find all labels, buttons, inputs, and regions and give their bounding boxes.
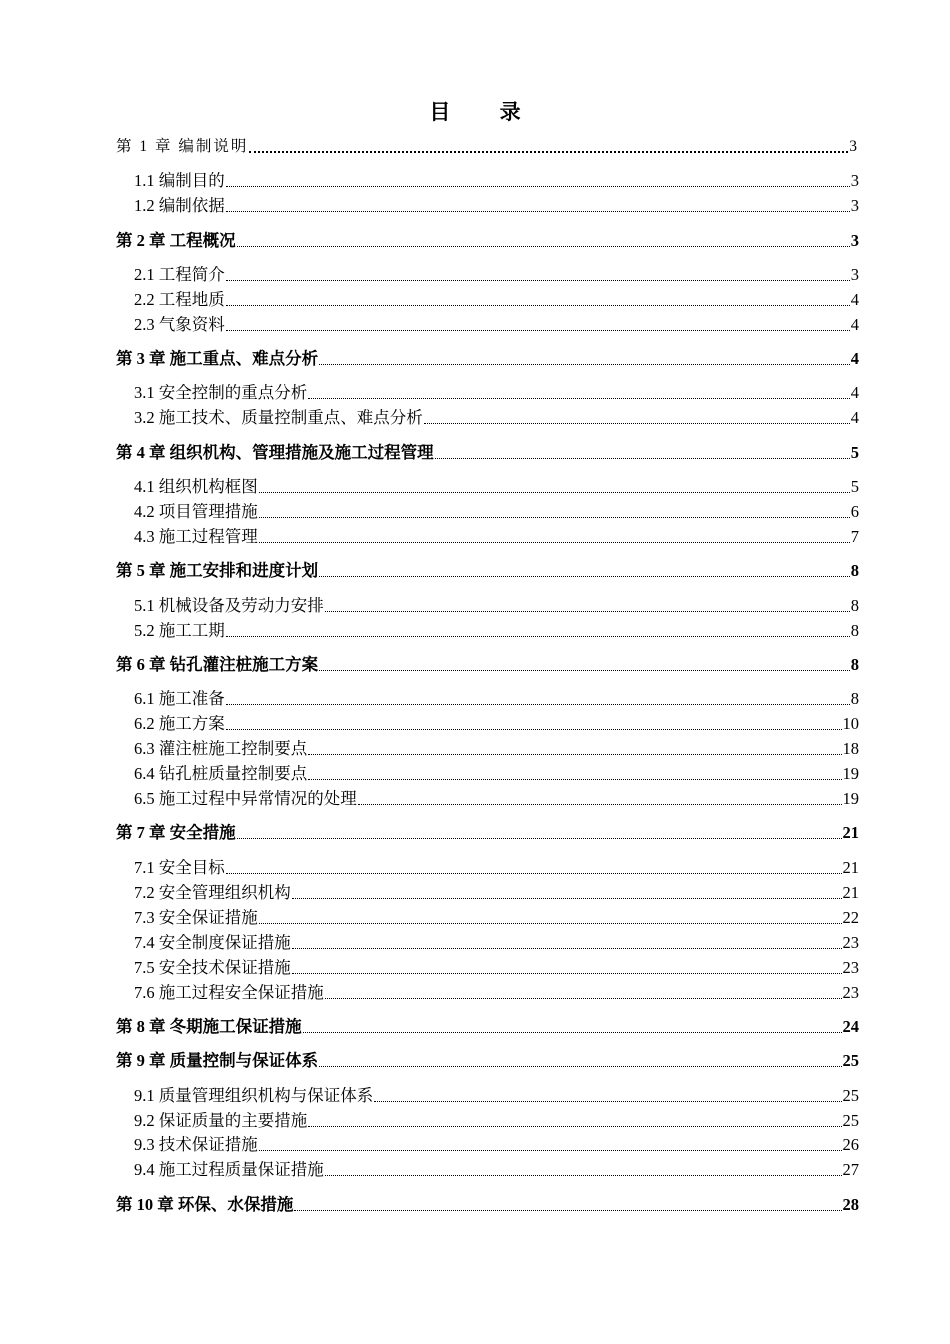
toc-dot-leader: [358, 804, 842, 805]
toc-dot-leader: [237, 838, 842, 839]
toc-entry-label: 9.1 质量管理组织机构与保证体系: [134, 1086, 374, 1105]
toc-page-number: 3: [850, 171, 859, 190]
toc-dot-leader: [424, 423, 850, 424]
toc-page-number: 4: [850, 315, 859, 334]
toc-entry-label: 5.1 机械设备及劳动力安排: [134, 596, 324, 615]
toc-entry-label: 2.2 工程地质: [134, 290, 225, 309]
toc-dot-leader: [259, 492, 850, 493]
toc-chapter-entry[interactable]: [116, 136, 859, 158]
toc-page-number: 8: [850, 561, 859, 580]
toc-entry-label: 7.1 安全目标: [134, 858, 225, 877]
toc-page-number: 8: [850, 621, 859, 640]
toc-dot-leader: [319, 364, 850, 365]
toc-page-number: 3: [850, 265, 859, 284]
toc-entry-label: 第 9 章 质量控制与保证体系: [116, 1051, 319, 1070]
toc-dot-leader: [226, 704, 850, 705]
toc-entry-label: 7.6 施工过程安全保证措施: [134, 983, 324, 1002]
toc-entry-label: 1.2 编制依据: [134, 196, 225, 215]
toc-page-number: 4: [850, 408, 859, 427]
toc-chapter-entry[interactable]: [116, 654, 859, 676]
toc-entry-label: 9.3 技术保证措施: [134, 1135, 258, 1154]
toc-section-entry[interactable]: [134, 526, 859, 548]
toc-entry-label: 2.3 气象资料: [134, 315, 225, 334]
toc-page-number: 23: [842, 933, 859, 952]
toc-dot-leader: [237, 246, 850, 247]
toc-entry-label: 第 3 章 施工重点、难点分析: [116, 349, 319, 368]
toc-entry-label: 7.5 安全技术保证措施: [134, 958, 291, 977]
toc-dot-leader: [325, 611, 850, 612]
toc-entry-label: 4.3 施工过程管理: [134, 527, 258, 546]
toc-page-number: 23: [842, 958, 859, 977]
toc-page-number: 26: [842, 1135, 859, 1154]
toc-dot-leader: [292, 948, 842, 949]
toc-section-entry[interactable]: [134, 788, 859, 810]
toc-entry-label: 第 6 章 钻孔灌注桩施工方案: [116, 655, 319, 674]
toc-page-number: 21: [842, 858, 859, 877]
toc-entry-label: 7.3 安全保证措施: [134, 908, 258, 927]
toc-dot-leader: [226, 211, 850, 212]
toc-section-entry[interactable]: [134, 932, 859, 954]
toc-page-number: 6: [850, 502, 859, 521]
toc-page-number: 18: [842, 739, 859, 758]
toc-dot-leader: [259, 517, 850, 518]
toc-page-number: 23: [842, 983, 859, 1002]
toc-page-number: 25: [842, 1111, 859, 1130]
toc-entry-label: 第 2 章 工程概况: [116, 231, 236, 250]
toc-section-entry[interactable]: [134, 476, 859, 498]
toc-entry-label: 第 8 章 冬期施工保证措施: [116, 1017, 302, 1036]
toc-dot-leader: [259, 1150, 842, 1151]
toc-section-entry[interactable]: [134, 738, 859, 760]
toc-entry-label: 9.4 施工过程质量保证措施: [134, 1160, 324, 1179]
toc-dot-leader: [435, 458, 850, 459]
toc-section-entry[interactable]: [134, 382, 859, 404]
toc-section-entry[interactable]: [134, 620, 859, 642]
toc-section-entry[interactable]: [134, 857, 859, 879]
toc-page-number: 8: [850, 689, 859, 708]
toc-entry-label: 2.1 工程简介: [134, 265, 225, 284]
toc-page-number: 22: [842, 908, 859, 927]
toc-page-number: 21: [842, 823, 859, 842]
toc-page-number: 24: [842, 1017, 859, 1036]
toc-dot-leader: [319, 1066, 841, 1067]
toc-section-entry[interactable]: [134, 907, 859, 929]
toc-page-number: 3: [849, 138, 859, 155]
toc-dot-leader: [308, 398, 850, 399]
toc-page-number: 27: [842, 1160, 859, 1179]
toc-page-number: 3: [850, 231, 859, 250]
toc-section-entry[interactable]: [134, 713, 859, 735]
toc-page-number: 25: [842, 1051, 859, 1070]
toc-section-entry[interactable]: [134, 1085, 859, 1107]
toc-page-number: 4: [850, 349, 859, 368]
toc-dot-leader: [226, 873, 842, 874]
toc-dot-leader: [259, 923, 842, 924]
toc-section-entry[interactable]: [134, 195, 859, 217]
toc-entry-label: 7.4 安全制度保证措施: [134, 933, 291, 952]
toc-entry-label: 第 7 章 安全措施: [116, 823, 236, 842]
toc-entry-label: 9.2 保证质量的主要措施: [134, 1111, 308, 1130]
toc-page-number: 5: [850, 477, 859, 496]
toc-dot-leader: [226, 729, 842, 730]
toc-dot-leader: [308, 779, 841, 780]
toc-entry-label: 3.1 安全控制的重点分析: [134, 383, 308, 402]
toc-page-number: 19: [842, 789, 859, 808]
toc-entry-label: 4.2 项目管理措施: [134, 502, 258, 521]
toc-dot-leader: [294, 1210, 841, 1211]
toc-entry-label: 6.3 灌注桩施工控制要点: [134, 739, 308, 758]
toc-page-number: 21: [842, 883, 859, 902]
toc-dot-leader: [226, 186, 850, 187]
toc-chapter-entry[interactable]: [116, 442, 859, 464]
toc-dot-leader: [325, 1175, 842, 1176]
toc-chapter-entry[interactable]: [116, 1016, 859, 1038]
toc-section-entry[interactable]: [134, 1134, 859, 1156]
toc-entry-label: 5.2 施工工期: [134, 621, 225, 640]
toc-section-entry[interactable]: [134, 407, 859, 429]
toc-page-number: 7: [850, 527, 859, 546]
toc-section-entry[interactable]: [134, 289, 859, 311]
toc-entry-label: 6.1 施工准备: [134, 689, 225, 708]
toc-section-entry[interactable]: [134, 264, 859, 286]
toc-dot-leader: [259, 542, 850, 543]
toc-chapter-entry[interactable]: [116, 1050, 859, 1072]
toc-section-entry[interactable]: [134, 1159, 859, 1181]
toc-dot-leader: [226, 636, 850, 637]
toc-section-entry[interactable]: [134, 982, 859, 1004]
toc-page-number: 10: [842, 714, 859, 733]
toc-title: 目 录: [429, 100, 543, 124]
toc-section-entry[interactable]: [134, 1110, 859, 1132]
toc-section-entry[interactable]: [134, 595, 859, 617]
toc-page-number: 28: [842, 1195, 859, 1214]
toc-dot-leader: [319, 670, 850, 671]
toc-dot-leader: [292, 973, 842, 974]
toc-section-entry[interactable]: [134, 957, 859, 979]
toc-section-entry[interactable]: [134, 501, 859, 523]
toc-entry-label: 6.5 施工过程中异常情况的处理: [134, 789, 357, 808]
toc-page-number: 25: [842, 1086, 859, 1105]
toc-chapter-entry[interactable]: [116, 822, 859, 844]
toc-section-entry[interactable]: [134, 170, 859, 192]
toc-section-entry[interactable]: [134, 763, 859, 785]
toc-entry-label: 7.2 安全管理组织机构: [134, 883, 291, 902]
toc-entry-label: 第 5 章 施工安排和进度计划: [116, 561, 319, 580]
toc-chapter-entry[interactable]: [116, 560, 859, 582]
toc-dot-leader: [226, 330, 850, 331]
toc-entry-label: 3.2 施工技术、质量控制重点、难点分析: [134, 408, 423, 427]
toc-chapter-entry[interactable]: [116, 230, 859, 252]
toc-dot-leader: [292, 898, 842, 899]
toc-section-entry[interactable]: [134, 882, 859, 904]
toc-page-number: 19: [842, 764, 859, 783]
toc-section-entry[interactable]: [134, 688, 859, 710]
toc-entry-label: 6.2 施工方案: [134, 714, 225, 733]
toc-dot-leader: [249, 151, 848, 153]
toc-dot-leader: [325, 998, 842, 999]
toc-entry-label: 第 4 章 组织机构、管理措施及施工过程管理: [116, 443, 434, 462]
toc-dot-leader: [303, 1032, 842, 1033]
toc-entry-label: 4.1 组织机构框图: [134, 477, 258, 496]
toc-page-number: 8: [850, 596, 859, 615]
toc-entry-label: 6.4 钻孔桩质量控制要点: [134, 764, 308, 783]
toc-dot-leader: [226, 305, 850, 306]
toc-page-number: 5: [850, 443, 859, 462]
toc-chapter-entry[interactable]: [116, 348, 859, 370]
toc-chapter-entry[interactable]: [116, 1194, 859, 1216]
toc-dot-leader: [374, 1101, 841, 1102]
toc-page-number: 4: [850, 290, 859, 309]
toc-entry-label: 第 1 章 编制说明: [116, 138, 249, 155]
toc-page-number: 3: [850, 196, 859, 215]
toc-page-number: 8: [850, 655, 859, 674]
toc-dot-leader: [308, 754, 841, 755]
toc-page-number: 4: [850, 383, 859, 402]
toc-dot-leader: [308, 1126, 841, 1127]
toc-section-entry[interactable]: [134, 314, 859, 336]
toc-entry-label: 第 10 章 环保、水保措施: [116, 1195, 294, 1214]
toc-dot-leader: [319, 576, 850, 577]
toc-entry-label: 1.1 编制目的: [134, 171, 225, 190]
toc-dot-leader: [226, 280, 850, 281]
